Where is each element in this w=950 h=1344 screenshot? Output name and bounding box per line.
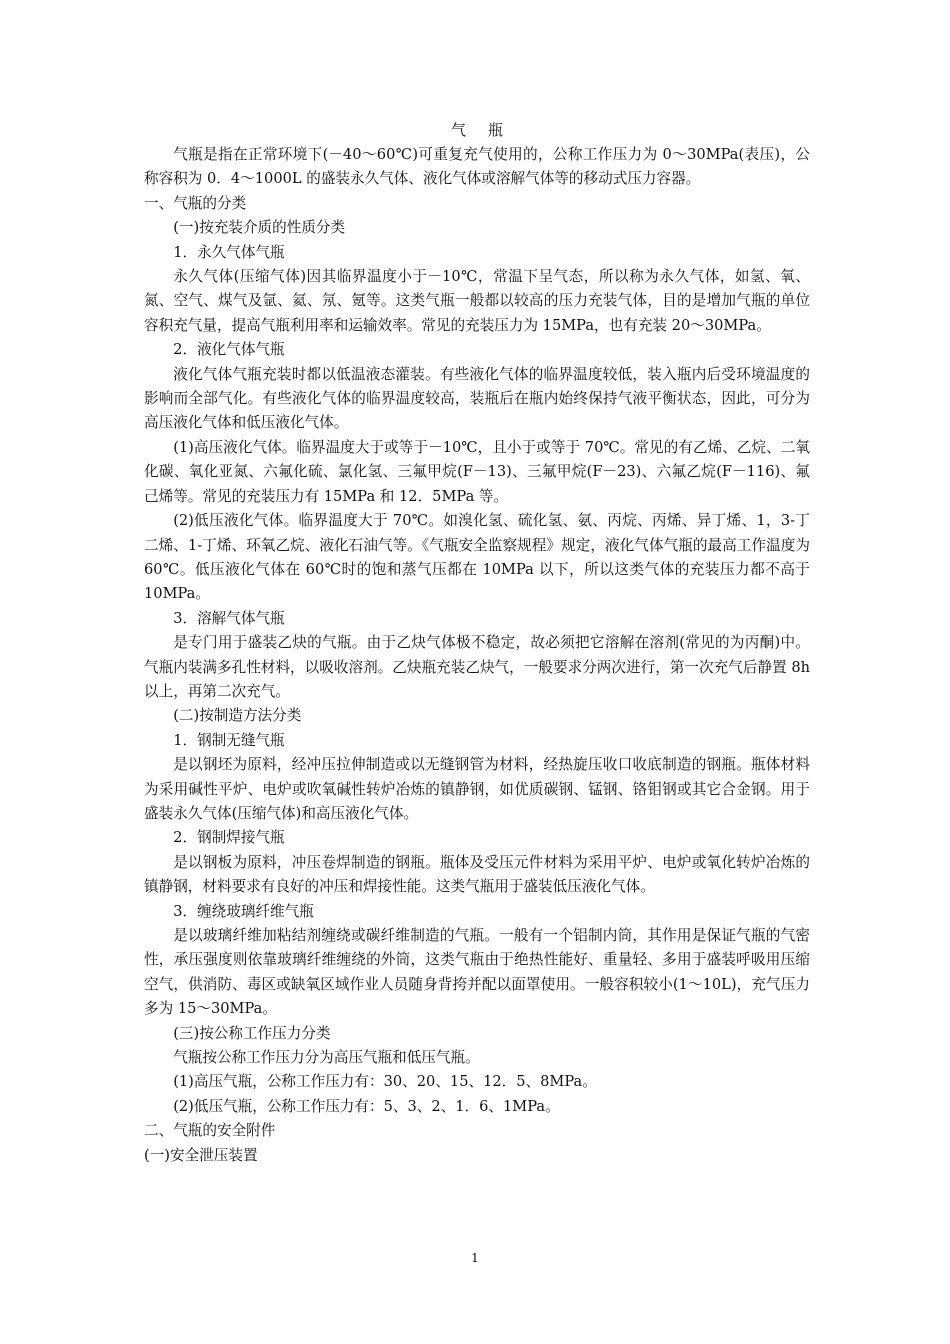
paragraph-high-pressure-cylinders: (1)高压气瓶，公称工作压力有：30、20、15、12．5、8MPa。 [173, 1073, 597, 1091]
paragraph-permanent-gas: 永久气体(压缩气体)因其临界温度小于－10℃，常温下呈气态，所以称为永久气体，如氢、氧、氮、空气、煤气及氩、氦、氖、氪等。这类气瓶一般都以较高的压力充装气体，目的是增加气瓶的单位容积充气量，提高气瓶利用率和运输效率。常见的充装压力为 15MPa，也有充装 20～30MPa。 [144, 268, 810, 334]
document-title: 气瓶 [450, 121, 525, 139]
heading-subsection-1: (一)按充装介质的性质分类 [173, 219, 346, 237]
heading-item-permanent-gas: 1．永久气体气瓶 [173, 243, 285, 261]
paragraph-low-pressure-liquefied: (2)低压液化气体。临界温度大于 70℃。如溴化氢、硫化氢、氨、丙烷、丙烯、异丁烯、1，3-丁二烯、1-丁烯、环氧乙烷、液化石油气等。《气瓶安全监察规程》规定，液化气体气瓶的最高工作温度为 60℃。低压液化气体在 60℃时的饱和蒸气压都在 10MPa 以下，所以这类气体的充装压力都不高于 10MPa。 [144, 512, 810, 603]
paragraph-pressure-classes: 气瓶按公称工作压力分为高压气瓶和低压气瓶。 [173, 1049, 480, 1067]
heading-item-dissolved-gas: 3．溶解气体气瓶 [173, 609, 285, 627]
paragraph-intro: 气瓶是指在正常环境下(－40～60℃)可重复充气使用的，公称工作压力为 0～30MPa(表压)，公称容积为 0．4～1000L 的盛装永久气体、液化气体或溶解气体等的移动式压力容器。 [144, 146, 810, 188]
heading-item-fiberglass: 3．缠绕玻璃纤维气瓶 [173, 902, 314, 920]
paragraph-fiberglass: 是以玻璃纤维加粘结剂缠绕或碳纤维制造的气瓶。一般有一个铝制内筒，其作用是保证气瓶的气密性，承压强度则依靠玻璃纤维缠绕的外筒，这类气瓶由于绝热性能好、重量轻、多用于盛装呼吸用压缩空气，供消防、毒区或缺氧区域作业人员随身背挎并配以面罩使用。一般容积较小(1～10L)，充气压力多为 15～30MPa。 [144, 927, 810, 1018]
paragraph-low-pressure-cylinders: (2)低压气瓶，公称工作压力有：5、3、2、1．6、1MPa。 [173, 1097, 560, 1115]
paragraph-high-pressure-liquefied: (1)高压液化气体。临界温度大于或等于－10℃，且小于或等于 70℃。常见的有乙烯、乙烷、二氧化碳、氧化亚氮、六氟化硫、氯化氢、三氟甲烷(F－13)、三氟甲烷(F－23)、六氟乙烷(F－116)、氟己烯等。常见的充装压力有 15MPa 和 12．5MPa 等。 [144, 438, 810, 505]
paragraph-liquefied-gas: 液化气体气瓶充装时都以低温液态灌装。有些液化气体的临界温度较低，装入瓶内后受环境温度的影响而全部气化。有些液化气体的临界温度较高，装瓶后在瓶内始终保持气液平衡状态，因此，可分为高压液化气体和低压液化气体。 [144, 365, 810, 432]
heading-subsection-3: (三)按公称工作压力分类 [173, 1024, 331, 1042]
heading-section-1: 一、气瓶的分类 [144, 194, 247, 212]
page-number: 1 [471, 1251, 479, 1265]
heading-section-2: 二、气瓶的安全附件 [144, 1122, 276, 1140]
paragraph-welded: 是以钢板为原料，冲压卷焊制造的钢瓶。瓶体及受压元件材料为采用平炉、电炉或氧化转炉冶炼的镇静钢，材料要求有良好的冲压和焊接性能。这类气瓶用于盛装低压液化气体。 [144, 853, 810, 896]
heading-item-welded: 2．钢制焊接气瓶 [173, 829, 285, 847]
paragraph-dissolved-gas: 是专门用于盛装乙炔的气瓶。由于乙炔气体极不稳定，故必须把它溶解在溶剂(常见的为丙酮)中。气瓶内装满多孔性材料，以吸收溶剂。乙炔瓶充装乙炔气，一般要求分两次进行，第一次充气后静置 8h 以上，再第二次充气。 [144, 634, 810, 700]
heading-subsection-relief: (一)安全泄压装置 [144, 1146, 258, 1164]
paragraph-seamless: 是以钢坯为原料，经冲压拉伸制造或以无缝钢管为材料，经热旋压收口收底制造的钢瓶。瓶体材料为采用碱性平炉、电炉或吹氧碱性转炉冶炼的镇静钢，如优质碳钢、锰钢、铬钼钢或其它合金钢。用于盛装永久气体(压缩气体)和高压液化气体。 [144, 756, 810, 822]
heading-item-liquefied-gas: 2．液化气体气瓶 [173, 341, 285, 359]
heading-item-seamless: 1．钢制无缝气瓶 [173, 731, 285, 749]
heading-subsection-2: (二)按制造方法分类 [173, 707, 302, 725]
document-body [144, 143, 810, 1168]
